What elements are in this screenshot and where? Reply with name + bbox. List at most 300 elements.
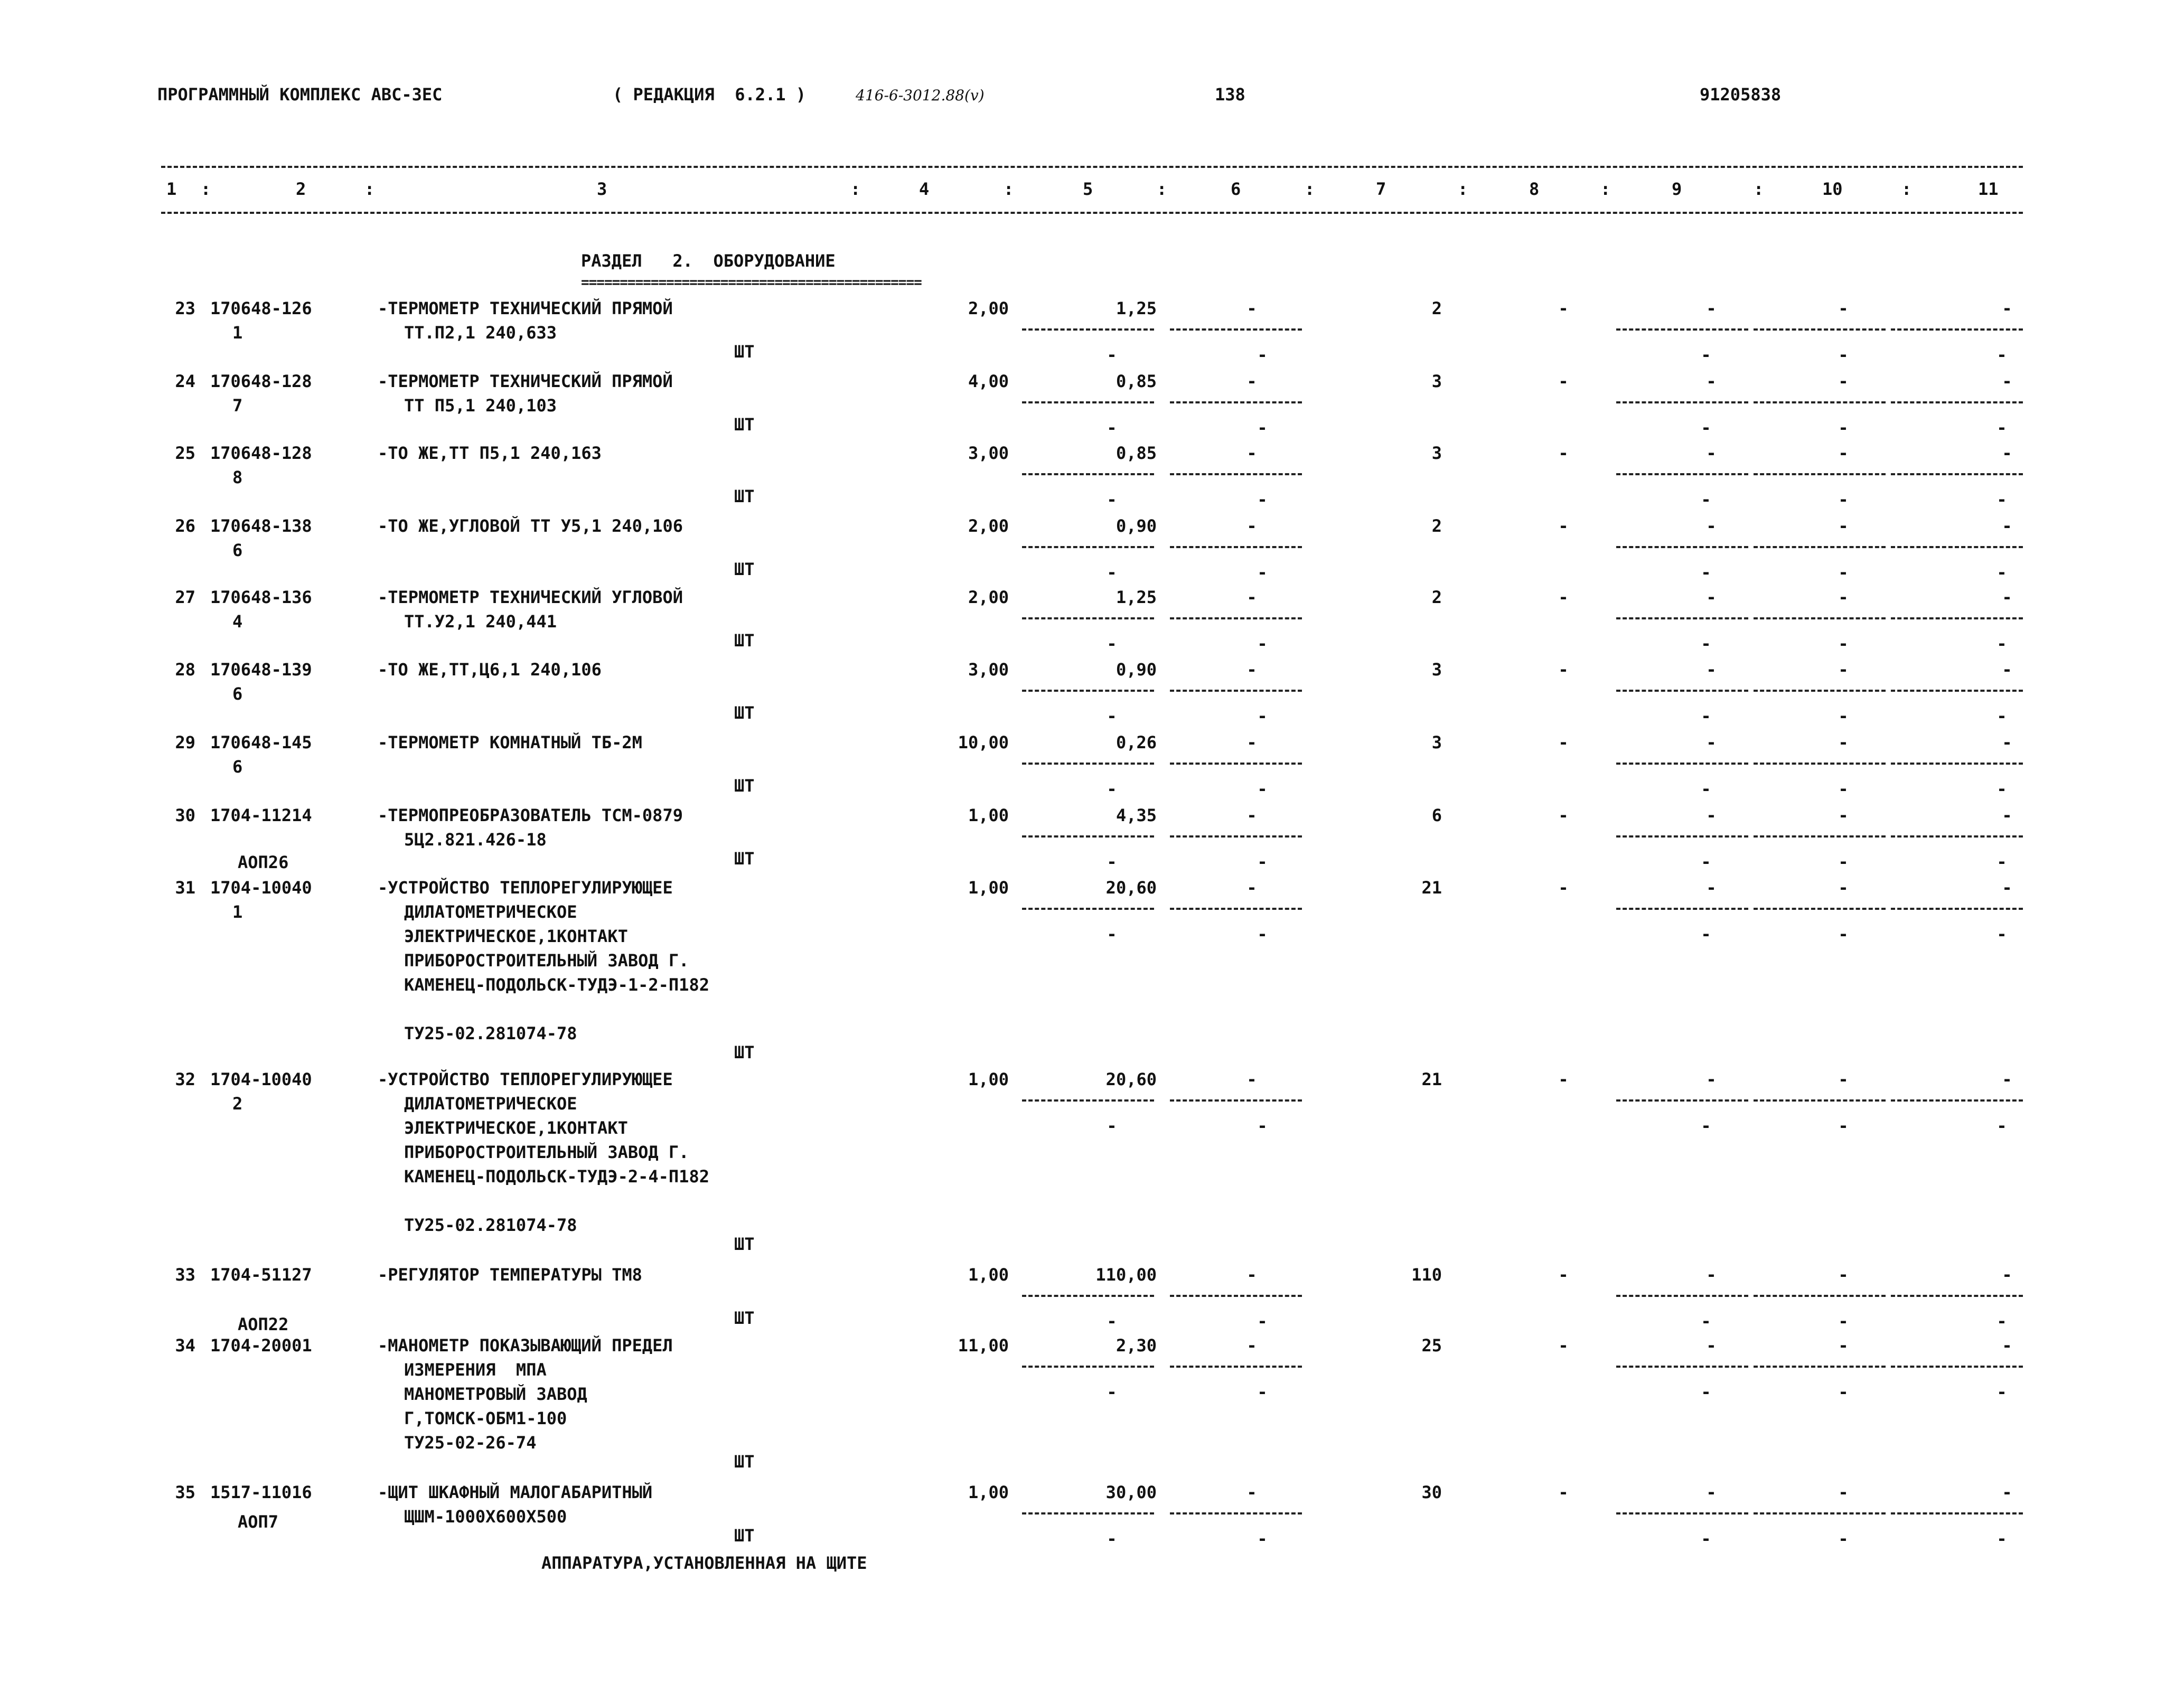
subtotal-dash-line: [1170, 1099, 1302, 1102]
subtotal-dash-line: [1616, 1512, 1748, 1514]
row-subtotal-mark: -: [1107, 345, 1117, 365]
header-rule-bottom: [161, 212, 2023, 214]
row-subtotal-mark: -: [1838, 852, 1849, 872]
subtotal-dash-line: [1616, 908, 1748, 910]
row-description-line: -УСТРОЙСТВО ТЕПЛОРЕГУЛИРУЮЩЕЕ: [378, 1069, 673, 1089]
row-number: 32: [175, 1069, 195, 1089]
subtotal-dash-line: [1754, 617, 1886, 619]
row-description-line: -ТО ЖЕ,ТТ,Ц6,1 240,106: [378, 660, 602, 680]
row-number: 25: [175, 443, 195, 463]
row-subtotal-mark: -: [1996, 1116, 2007, 1136]
column-header-8: 8: [1529, 179, 1540, 199]
row-price: 20,60: [1105, 878, 1157, 898]
column-separator: :: [1157, 179, 1167, 199]
subtotal-dash-line: [1616, 835, 1748, 838]
section-title: РАЗДЕЛ 2. ОБОРУДОВАНИЕ: [581, 251, 836, 271]
row-subtotal-mark: -: [1996, 779, 2007, 799]
subtotal-dash-line: [1891, 690, 2023, 692]
row-description-line: ПРИБОРОСТРОИТЕЛЬНЫЙ ЗАВОД Г.: [404, 951, 689, 971]
row-col6: -: [1246, 443, 1257, 463]
header-rule-top: [161, 166, 2023, 168]
subtotal-dash-line: [1891, 1099, 2023, 1102]
row-subtotal-mark: -: [1996, 418, 2007, 438]
column-header-7: 7: [1376, 179, 1386, 199]
row-code: 170648-145: [210, 732, 312, 752]
column-separator: :: [850, 179, 861, 199]
row-col8: -: [1558, 805, 1569, 825]
row-subtotal-mark: -: [1838, 1529, 1849, 1549]
row-col9: -: [1706, 443, 1717, 463]
row-description-line: ЩШМ-1000Х600Х500: [404, 1507, 567, 1527]
subtotal-dash-line: [1022, 546, 1154, 548]
subtotal-dash-line: [1616, 1366, 1748, 1368]
row-col7: 25: [1421, 1335, 1442, 1356]
row-code: 1704-10040: [210, 1069, 312, 1089]
row-subtotal-mark: -: [1107, 706, 1117, 726]
subtotal-dash-line: [1022, 1366, 1154, 1368]
row-subtotal-mark: -: [1996, 1311, 2007, 1331]
row-description-line: МАНОМЕТРОВЫЙ ЗАВОД: [404, 1384, 587, 1404]
row-description-line: ТТ.У2,1 240,441: [404, 611, 557, 632]
row-price: 30,00: [1105, 1482, 1157, 1502]
row-subcode: 1: [232, 902, 243, 922]
column-header-5: 5: [1083, 179, 1093, 199]
subtotal-dash-line: [1891, 1295, 2023, 1297]
row-col10: -: [1838, 1069, 1849, 1089]
row-col6: -: [1246, 660, 1257, 680]
row-col11: -: [2002, 298, 2012, 318]
row-code: 1704-11214: [210, 805, 312, 825]
row-col10: -: [1838, 587, 1849, 607]
subtotal-dash-line: [1754, 546, 1886, 548]
row-col10: -: [1838, 371, 1849, 391]
row-description-line: -МАНОМЕТР ПОКАЗЫВАЮЩИЙ ПРЕДЕЛ: [378, 1335, 673, 1356]
row-col6: -: [1246, 298, 1257, 318]
row-col11: -: [2002, 1069, 2012, 1089]
row-col6: -: [1246, 1265, 1257, 1285]
row-reference: АОП26: [238, 852, 289, 872]
row-price: 0,85: [1116, 443, 1157, 463]
subtotal-dash-line: [1754, 1512, 1886, 1514]
subtotal-dash-line: [1170, 763, 1302, 765]
row-subtotal-mark: -: [1838, 1382, 1849, 1402]
subtotal-dash-line: [1022, 617, 1154, 619]
doc-code: 91205838: [1700, 84, 1782, 105]
row-subtotal-mark: -: [1107, 634, 1117, 654]
row-col10: -: [1838, 660, 1849, 680]
row-subtotal-mark: -: [1701, 562, 1711, 582]
row-col10: -: [1838, 298, 1849, 318]
row-col9: -: [1706, 516, 1717, 536]
row-subtotal-mark: -: [1257, 490, 1268, 510]
row-subtotal-mark: -: [1257, 852, 1268, 872]
row-subtotal-mark: -: [1838, 706, 1849, 726]
row-col11: -: [2002, 587, 2012, 607]
row-code: 170648-136: [210, 587, 312, 607]
subtotal-dash-line: [1754, 328, 1886, 331]
row-col7: 30: [1421, 1482, 1442, 1502]
row-price: 20,60: [1105, 1069, 1157, 1089]
subtotal-dash-line: [1754, 1366, 1886, 1368]
row-qty: 1,00: [968, 1265, 1009, 1285]
row-subtotal-mark: -: [1701, 634, 1711, 654]
row-description-line: Г,ТОМСК-ОБМ1-100: [404, 1408, 567, 1428]
subtotal-dash-line: [1754, 1099, 1886, 1102]
row-unit: ШТ: [734, 1526, 755, 1546]
subtotal-dash-line: [1616, 617, 1748, 619]
subtotal-dash-line: [1170, 328, 1302, 331]
row-reference: АОП7: [238, 1512, 279, 1532]
row-col11: -: [2002, 516, 2012, 536]
row-subtotal-mark: -: [1996, 852, 2007, 872]
row-code: 1517-11016: [210, 1482, 312, 1502]
row-subtotal-mark: -: [1107, 562, 1117, 582]
subtotal-dash-line: [1616, 690, 1748, 692]
row-col7: 6: [1431, 805, 1442, 825]
row-subtotal-mark: -: [1701, 1529, 1711, 1549]
row-qty: 1,00: [968, 878, 1009, 898]
row-subtotal-mark: -: [1107, 924, 1117, 944]
row-description-line: ИЗМЕРЕНИЯ МПА: [404, 1360, 547, 1380]
row-col11: -: [2002, 443, 2012, 463]
row-qty: 2,00: [968, 298, 1009, 318]
row-col10: -: [1838, 732, 1849, 752]
subtotal-dash-line: [1170, 1366, 1302, 1368]
row-col8: -: [1558, 1335, 1569, 1356]
row-description-line: -ТЕРМОМЕТР ТЕХНИЧЕСКИЙ УГЛОВОЙ: [378, 587, 683, 607]
row-description-line: ЭЛЕКТРИЧЕСКОЕ,1КОНТАКТ: [404, 926, 628, 946]
subtotal-dash-line: [1022, 835, 1154, 838]
row-description-line: -ЩИТ ШКАФНЫЙ МАЛОГАБАРИТНЫЙ: [378, 1482, 653, 1502]
column-header-9: 9: [1672, 179, 1682, 199]
row-col9: -: [1706, 587, 1717, 607]
row-number: 35: [175, 1482, 195, 1502]
subtotal-dash-line: [1170, 1295, 1302, 1297]
row-subtotal-mark: -: [1996, 634, 2007, 654]
subtotal-dash-line: [1891, 546, 2023, 548]
edition-label: ( РЕДАКЦИЯ 6.2.1 ): [613, 84, 807, 105]
row-description-line: ТУ25-02-26-74: [404, 1433, 537, 1453]
row-subtotal-mark: -: [1996, 1529, 2007, 1549]
subtotal-dash-line: [1022, 473, 1154, 475]
row-subtotal-mark: -: [1701, 706, 1711, 726]
row-unit: ШТ: [734, 703, 755, 723]
row-col7: 21: [1421, 878, 1442, 898]
row-subtotal-mark: -: [1996, 1382, 2007, 1402]
row-description-line: КАМЕНЕЦ-ПОДОЛЬСК-ТУДЭ-1-2-П182: [404, 975, 709, 995]
program-title: ПРОГРАММНЫЙ КОМПЛЕКС АВС-ЗЕС: [157, 84, 443, 105]
subtotal-dash-line: [1754, 763, 1886, 765]
row-col6: -: [1246, 1482, 1257, 1502]
row-qty: 4,00: [968, 371, 1009, 391]
row-description-line: -УСТРОЙСТВО ТЕПЛОРЕГУЛИРУЮЩЕЕ: [378, 878, 673, 898]
row-code: 1704-20001: [210, 1335, 312, 1356]
row-col9: -: [1706, 1265, 1717, 1285]
row-col8: -: [1558, 516, 1569, 536]
row-description-line: ТУ25-02.281074-78: [404, 1023, 577, 1043]
subtotal-dash-line: [1754, 401, 1886, 403]
row-description-line: -ТО ЖЕ,УГЛОВОЙ ТТ У5,1 240,106: [378, 516, 683, 536]
row-code: 170648-128: [210, 371, 312, 391]
subtotal-dash-line: [1022, 328, 1154, 331]
row-unit: ШТ: [734, 631, 755, 651]
row-price: 0,85: [1116, 371, 1157, 391]
row-subtotal-mark: -: [1257, 634, 1268, 654]
row-col11: -: [2002, 805, 2012, 825]
row-col7: 21: [1421, 1069, 1442, 1089]
row-subtotal-mark: -: [1996, 490, 2007, 510]
row-unit: ШТ: [734, 849, 755, 869]
row-col11: -: [2002, 732, 2012, 752]
row-col11: -: [2002, 1335, 2012, 1356]
handwritten-note: 416-6-3012.88(v): [856, 87, 985, 104]
row-col7: 2: [1431, 587, 1442, 607]
row-subtotal-mark: -: [1107, 1311, 1117, 1331]
subtotal-dash-line: [1616, 1099, 1748, 1102]
row-code: 1704-10040: [210, 878, 312, 898]
row-col9: -: [1706, 1069, 1717, 1089]
column-header-1: 1: [166, 179, 177, 199]
row-description-line: ТТ.П2,1 240,633: [404, 323, 557, 343]
row-col10: -: [1838, 516, 1849, 536]
row-subtotal-mark: -: [1701, 345, 1711, 365]
row-subtotal-mark: -: [1701, 418, 1711, 438]
footer-note: АППАРАТУРА,УСТАНОВЛЕННАЯ НА ЩИТЕ: [541, 1553, 867, 1573]
row-qty: 11,00: [958, 1335, 1009, 1356]
row-col10: -: [1838, 805, 1849, 825]
row-subtotal-mark: -: [1996, 706, 2007, 726]
row-col10: -: [1838, 443, 1849, 463]
column-header-11: 11: [1978, 179, 1999, 199]
row-subtotal-mark: -: [1838, 490, 1849, 510]
row-subcode: 8: [232, 467, 243, 487]
column-header-3: 3: [597, 179, 607, 199]
row-col7: 3: [1431, 732, 1442, 752]
subtotal-dash-line: [1022, 1099, 1154, 1102]
row-unit: ШТ: [734, 415, 755, 435]
row-description-line: ЭЛЕКТРИЧЕСКОЕ,1КОНТАКТ: [404, 1118, 628, 1138]
row-col8: -: [1558, 1265, 1569, 1285]
row-description-line: -ТЕРМОМЕТР ТЕХНИЧЕСКИЙ ПРЯМОЙ: [378, 371, 673, 391]
row-subcode: 6: [232, 757, 243, 777]
subtotal-dash-line: [1891, 328, 2023, 331]
row-description-line: -ТО ЖЕ,ТТ П5,1 240,163: [378, 443, 602, 463]
column-separator: :: [201, 179, 211, 199]
row-qty: 3,00: [968, 660, 1009, 680]
row-col7: 2: [1431, 298, 1442, 318]
row-subtotal-mark: -: [1257, 1382, 1268, 1402]
row-number: 23: [175, 298, 195, 318]
row-number: 34: [175, 1335, 195, 1356]
row-subtotal-mark: -: [1107, 779, 1117, 799]
column-header-2: 2: [296, 179, 306, 199]
row-code: 170648-139: [210, 660, 312, 680]
row-subtotal-mark: -: [1257, 345, 1268, 365]
row-subtotal-mark: -: [1838, 1116, 1849, 1136]
row-unit: ШТ: [734, 1042, 755, 1062]
subtotal-dash-line: [1170, 546, 1302, 548]
row-description-line: -РЕГУЛЯТОР ТЕМПЕРАТУРЫ ТМ8: [378, 1265, 642, 1285]
column-separator: :: [1754, 179, 1764, 199]
row-subcode: 7: [232, 396, 243, 416]
row-qty: 1,00: [968, 805, 1009, 825]
row-subtotal-mark: -: [1107, 418, 1117, 438]
row-subtotal-mark: -: [1107, 1529, 1117, 1549]
row-number: 31: [175, 878, 195, 898]
row-subtotal-mark: -: [1107, 490, 1117, 510]
row-subtotal-mark: -: [1701, 1116, 1711, 1136]
row-subtotal-mark: -: [1257, 418, 1268, 438]
row-code: 170648-128: [210, 443, 312, 463]
row-description-line: ТТ П5,1 240,103: [404, 396, 557, 416]
row-subtotal-mark: -: [1257, 779, 1268, 799]
row-price: 0,26: [1116, 732, 1157, 752]
row-unit: ШТ: [734, 342, 755, 362]
row-col9: -: [1706, 732, 1717, 752]
column-separator: :: [364, 179, 375, 199]
row-col7: 2: [1431, 516, 1442, 536]
row-col8: -: [1558, 878, 1569, 898]
row-subtotal-mark: -: [1257, 706, 1268, 726]
row-unit: ШТ: [734, 1452, 755, 1472]
row-col6: -: [1246, 587, 1257, 607]
row-col9: -: [1706, 371, 1717, 391]
row-col9: -: [1706, 1335, 1717, 1356]
row-subcode: 1: [232, 323, 243, 343]
row-number: 28: [175, 660, 195, 680]
row-price: 1,25: [1116, 587, 1157, 607]
row-subtotal-mark: -: [1996, 562, 2007, 582]
row-description-line: ПРИБОРОСТРОИТЕЛЬНЫЙ ЗАВОД Г.: [404, 1142, 689, 1162]
row-subtotal-mark: -: [1996, 345, 2007, 365]
row-col8: -: [1558, 1069, 1569, 1089]
row-subtotal-mark: -: [1701, 1311, 1711, 1331]
row-col8: -: [1558, 371, 1569, 391]
row-col7: 110: [1411, 1265, 1442, 1285]
row-subtotal-mark: -: [1701, 1382, 1711, 1402]
row-subtotal-mark: -: [1257, 924, 1268, 944]
row-qty: 10,00: [958, 732, 1009, 752]
row-col9: -: [1706, 878, 1717, 898]
row-number: 24: [175, 371, 195, 391]
row-subtotal-mark: -: [1838, 779, 1849, 799]
row-col8: -: [1558, 732, 1569, 752]
row-col11: -: [2002, 1265, 2012, 1285]
subtotal-dash-line: [1616, 401, 1748, 403]
row-description-line: ДИЛАТОМЕТРИЧЕСКОЕ: [404, 1094, 577, 1114]
row-number: 29: [175, 732, 195, 752]
row-col7: 3: [1431, 371, 1442, 391]
subtotal-dash-line: [1022, 908, 1154, 910]
row-description-line: -ТЕРМОМЕТР ТЕХНИЧЕСКИЙ ПРЯМОЙ: [378, 298, 673, 318]
row-description-line: 5Ц2.821.426-18: [404, 830, 547, 850]
column-separator: :: [1305, 179, 1315, 199]
subtotal-dash-line: [1170, 908, 1302, 910]
row-unit: ШТ: [734, 1234, 755, 1254]
subtotal-dash-line: [1616, 328, 1748, 331]
row-col10: -: [1838, 878, 1849, 898]
row-subcode: 6: [232, 540, 243, 560]
subtotal-dash-line: [1616, 473, 1748, 475]
row-col6: -: [1246, 516, 1257, 536]
column-separator: :: [1004, 179, 1014, 199]
subtotal-dash-line: [1170, 835, 1302, 838]
row-subtotal-mark: -: [1107, 1116, 1117, 1136]
column-separator: :: [1901, 179, 1912, 199]
row-number: 30: [175, 805, 195, 825]
row-unit: ШТ: [734, 486, 755, 506]
column-header-6: 6: [1231, 179, 1241, 199]
row-number: 33: [175, 1265, 195, 1285]
subtotal-dash-line: [1022, 1295, 1154, 1297]
row-price: 4,35: [1116, 805, 1157, 825]
subtotal-dash-line: [1616, 763, 1748, 765]
row-subtotal-mark: -: [1701, 852, 1711, 872]
row-col11: -: [2002, 1482, 2012, 1502]
row-number: 27: [175, 587, 195, 607]
row-code: 170648-138: [210, 516, 312, 536]
row-qty: 1,00: [968, 1482, 1009, 1502]
row-col10: -: [1838, 1482, 1849, 1502]
subtotal-dash-line: [1616, 1295, 1748, 1297]
row-subtotal-mark: -: [1257, 1311, 1268, 1331]
subtotal-dash-line: [1022, 690, 1154, 692]
row-description-line: КАМЕНЕЦ-ПОДОЛЬСК-ТУДЭ-2-4-П182: [404, 1166, 709, 1187]
row-price: 2,30: [1116, 1335, 1157, 1356]
row-col6: -: [1246, 371, 1257, 391]
subtotal-dash-line: [1022, 1512, 1154, 1514]
row-col6: -: [1246, 732, 1257, 752]
row-subcode: 2: [232, 1094, 243, 1114]
row-subcode: 4: [232, 611, 243, 632]
row-subtotal-mark: -: [1701, 490, 1711, 510]
row-col6: -: [1246, 878, 1257, 898]
row-description-line: -ТЕРМОМЕТР КОМНАТНЫЙ ТБ-2М: [378, 732, 642, 752]
row-price: 0,90: [1116, 516, 1157, 536]
row-col9: -: [1706, 805, 1717, 825]
row-subtotal-mark: -: [1838, 634, 1849, 654]
row-description-line: ДИЛАТОМЕТРИЧЕСКОЕ: [404, 902, 577, 922]
row-subtotal-mark: -: [1257, 1116, 1268, 1136]
row-subtotal-mark: -: [1838, 1311, 1849, 1331]
column-header-4: 4: [919, 179, 930, 199]
row-subcode: 6: [232, 684, 243, 704]
subtotal-dash-line: [1170, 473, 1302, 475]
subtotal-dash-line: [1022, 401, 1154, 403]
row-subtotal-mark: -: [1838, 345, 1849, 365]
row-subtotal-mark: -: [1838, 924, 1849, 944]
row-col6: -: [1246, 1335, 1257, 1356]
row-qty: 2,00: [968, 587, 1009, 607]
row-col11: -: [2002, 660, 2012, 680]
subtotal-dash-line: [1891, 401, 2023, 403]
row-code: 1704-51127: [210, 1265, 312, 1285]
row-subtotal-mark: -: [1257, 562, 1268, 582]
subtotal-dash-line: [1891, 763, 2023, 765]
row-number: 26: [175, 516, 195, 536]
row-subtotal-mark: -: [1107, 852, 1117, 872]
column-header-10: 10: [1822, 179, 1843, 199]
subtotal-dash-line: [1616, 546, 1748, 548]
row-col8: -: [1558, 443, 1569, 463]
subtotal-dash-line: [1891, 835, 2023, 838]
row-subtotal-mark: -: [1701, 779, 1711, 799]
row-subtotal-mark: -: [1996, 924, 2007, 944]
row-unit: ШТ: [734, 776, 755, 796]
row-col11: -: [2002, 371, 2012, 391]
row-reference: АОП22: [238, 1314, 289, 1334]
row-col8: -: [1558, 298, 1569, 318]
